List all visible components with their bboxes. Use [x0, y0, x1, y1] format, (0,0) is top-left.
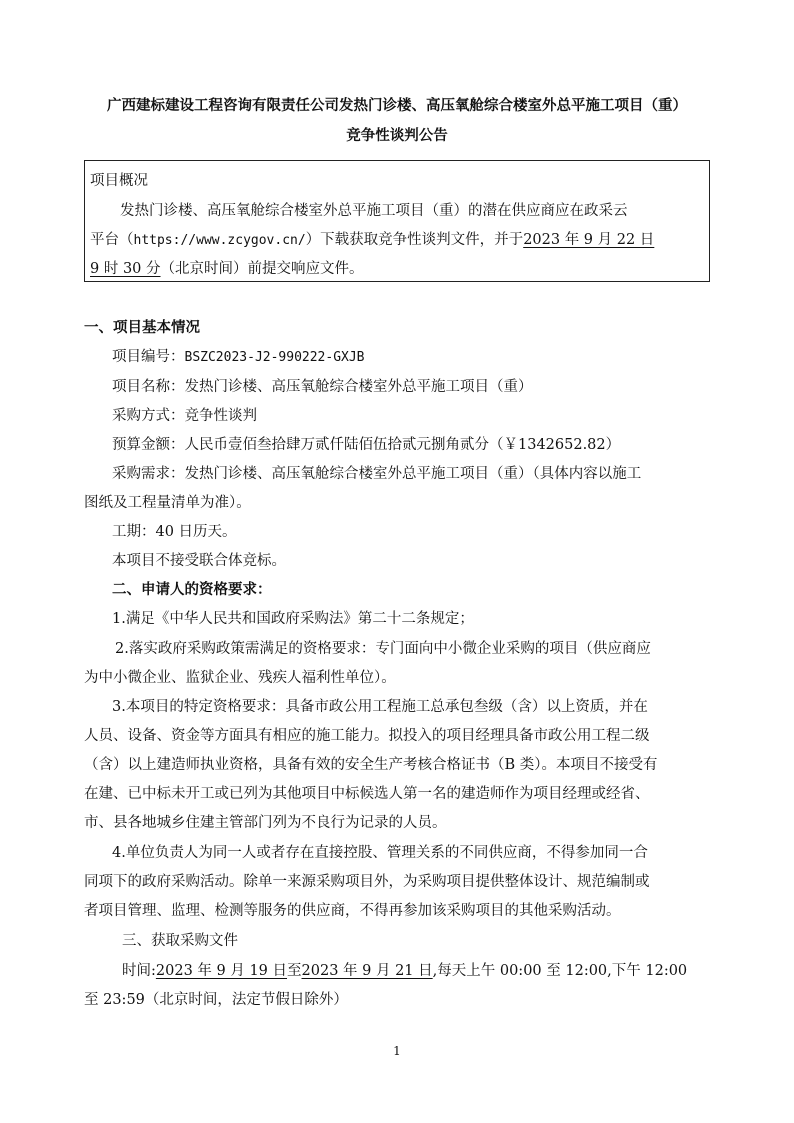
project-name: 项目名称：发热门诊楼、高压氧舱综合楼室外总平施工项目（重）	[112, 379, 533, 395]
platform-url[interactable]: https://www.zcygov.cn/	[133, 233, 306, 248]
page-number: 1	[393, 1044, 401, 1058]
qualification-item2-line1: 2.落实政府采购政策需满足的资格要求：专门面向中小微企业采购的项目（供应商应	[115, 641, 651, 657]
section3-heading: 三、获取采购文件	[122, 933, 238, 949]
document-acquisition-time-line2: 至 23:59（北京时间，法定节假日除外）	[84, 992, 348, 1008]
section2-heading: 二、申请人的资格要求：	[112, 582, 272, 598]
qualification-item4-line1: 4.单位负责人为同一人或者存在直接控股、管理关系的不同供应商，不得参加同一合	[112, 845, 648, 861]
qualification-item4-line2: 同项下的政府采购活动。除单一来源采购项目外，为采购项目提供整体设计、规范编制或	[84, 874, 650, 890]
qualification-item3-line2: 人员、设备、资金等方面具有相应的施工能力。拟投入的项目经理具备市政公用工程二级	[84, 728, 650, 744]
overview-heading: 项目概况	[90, 173, 148, 189]
section1-heading: 一、项目基本情况	[84, 320, 200, 336]
qualification-item3-line3: （含）以上建造师执业资格，具备有效的安全生产考核合格证书（B 类）。本项目不接受有	[84, 757, 658, 773]
overview-paragraph-line3: 9 时 30 分（北京时间）前提交响应文件。	[90, 261, 364, 277]
qualification-item3-line4: 在建、已中标未开工或已列为其他项目中标候选人第一名的建造师作为项目经理或经省、	[84, 786, 650, 802]
procurement-method: 采购方式：竞争性谈判	[112, 408, 257, 424]
qualification-item4-line3: 者项目管理、监理、检测等服务的供应商，不得再参加该采购项目的其他采购活动。	[84, 903, 621, 919]
qualification-item2-line2: 为中小微企业、监狱企业、残疾人福利性单位）。	[84, 670, 396, 686]
deadline-date: 2023 年 9 月 22 日	[523, 232, 655, 248]
overview-paragraph-line1: 发热门诊楼、高压氧舱综合楼室外总平施工项目（重）的潜在供应商应在政采云	[120, 203, 628, 219]
project-duration: 工期：40 日历天。	[112, 524, 237, 540]
qualification-item1: 1.满足《中华人民共和国政府采购法》第二十二条规定；	[112, 611, 474, 627]
project-number: 项目编号：BSZC2023-J2-990222-GXJB	[112, 349, 365, 365]
overview-paragraph-line2: 平台（https://www.zcygov.cn/）下载获取竞争性谈判文件，并于2023 年 9 月 22 日	[90, 232, 655, 248]
procurement-need-line1: 采购需求：发热门诊楼、高压氧舱综合楼室外总平施工项目（重）（具体内容以施工	[112, 466, 642, 482]
qualification-item3-line5: 市、县各地城乡住建主管部门列为不良行为记录的人员。	[84, 815, 447, 831]
document-acquisition-time-line1: 时间:2023 年 9 月 19 日至2023 年 9 月 21 日,每天上午 00:00 至 12:00,下午 12:00	[122, 963, 688, 979]
document-title-line2: 竞争性谈判公告	[346, 128, 448, 144]
budget-amount: 预算金额：人民币壹佰叁拾肆万贰仟陆佰伍拾贰元捌角贰分（￥1342652.82）	[112, 437, 621, 453]
deadline-time: 9 时 30 分	[90, 261, 161, 277]
document-title-line1: 广西建标建设工程咨询有限责任公司发热门诊楼、高压氧舱综合楼室外总平施工项目（重）	[107, 98, 687, 114]
qualification-item3-line1: 3.本项目的特定资格要求：具备市政公用工程施工总承包叁级（含）以上资质，并在	[112, 699, 648, 715]
acquisition-start-date: 2023 年 9 月 19 日	[155, 963, 288, 979]
procurement-need-line2: 图纸及工程量清单为准）。	[84, 495, 251, 511]
acquisition-end-date: 2023 年 9 月 21 日	[301, 963, 433, 979]
consortium-note: 本项目不接受联合体竞标。	[112, 553, 286, 569]
